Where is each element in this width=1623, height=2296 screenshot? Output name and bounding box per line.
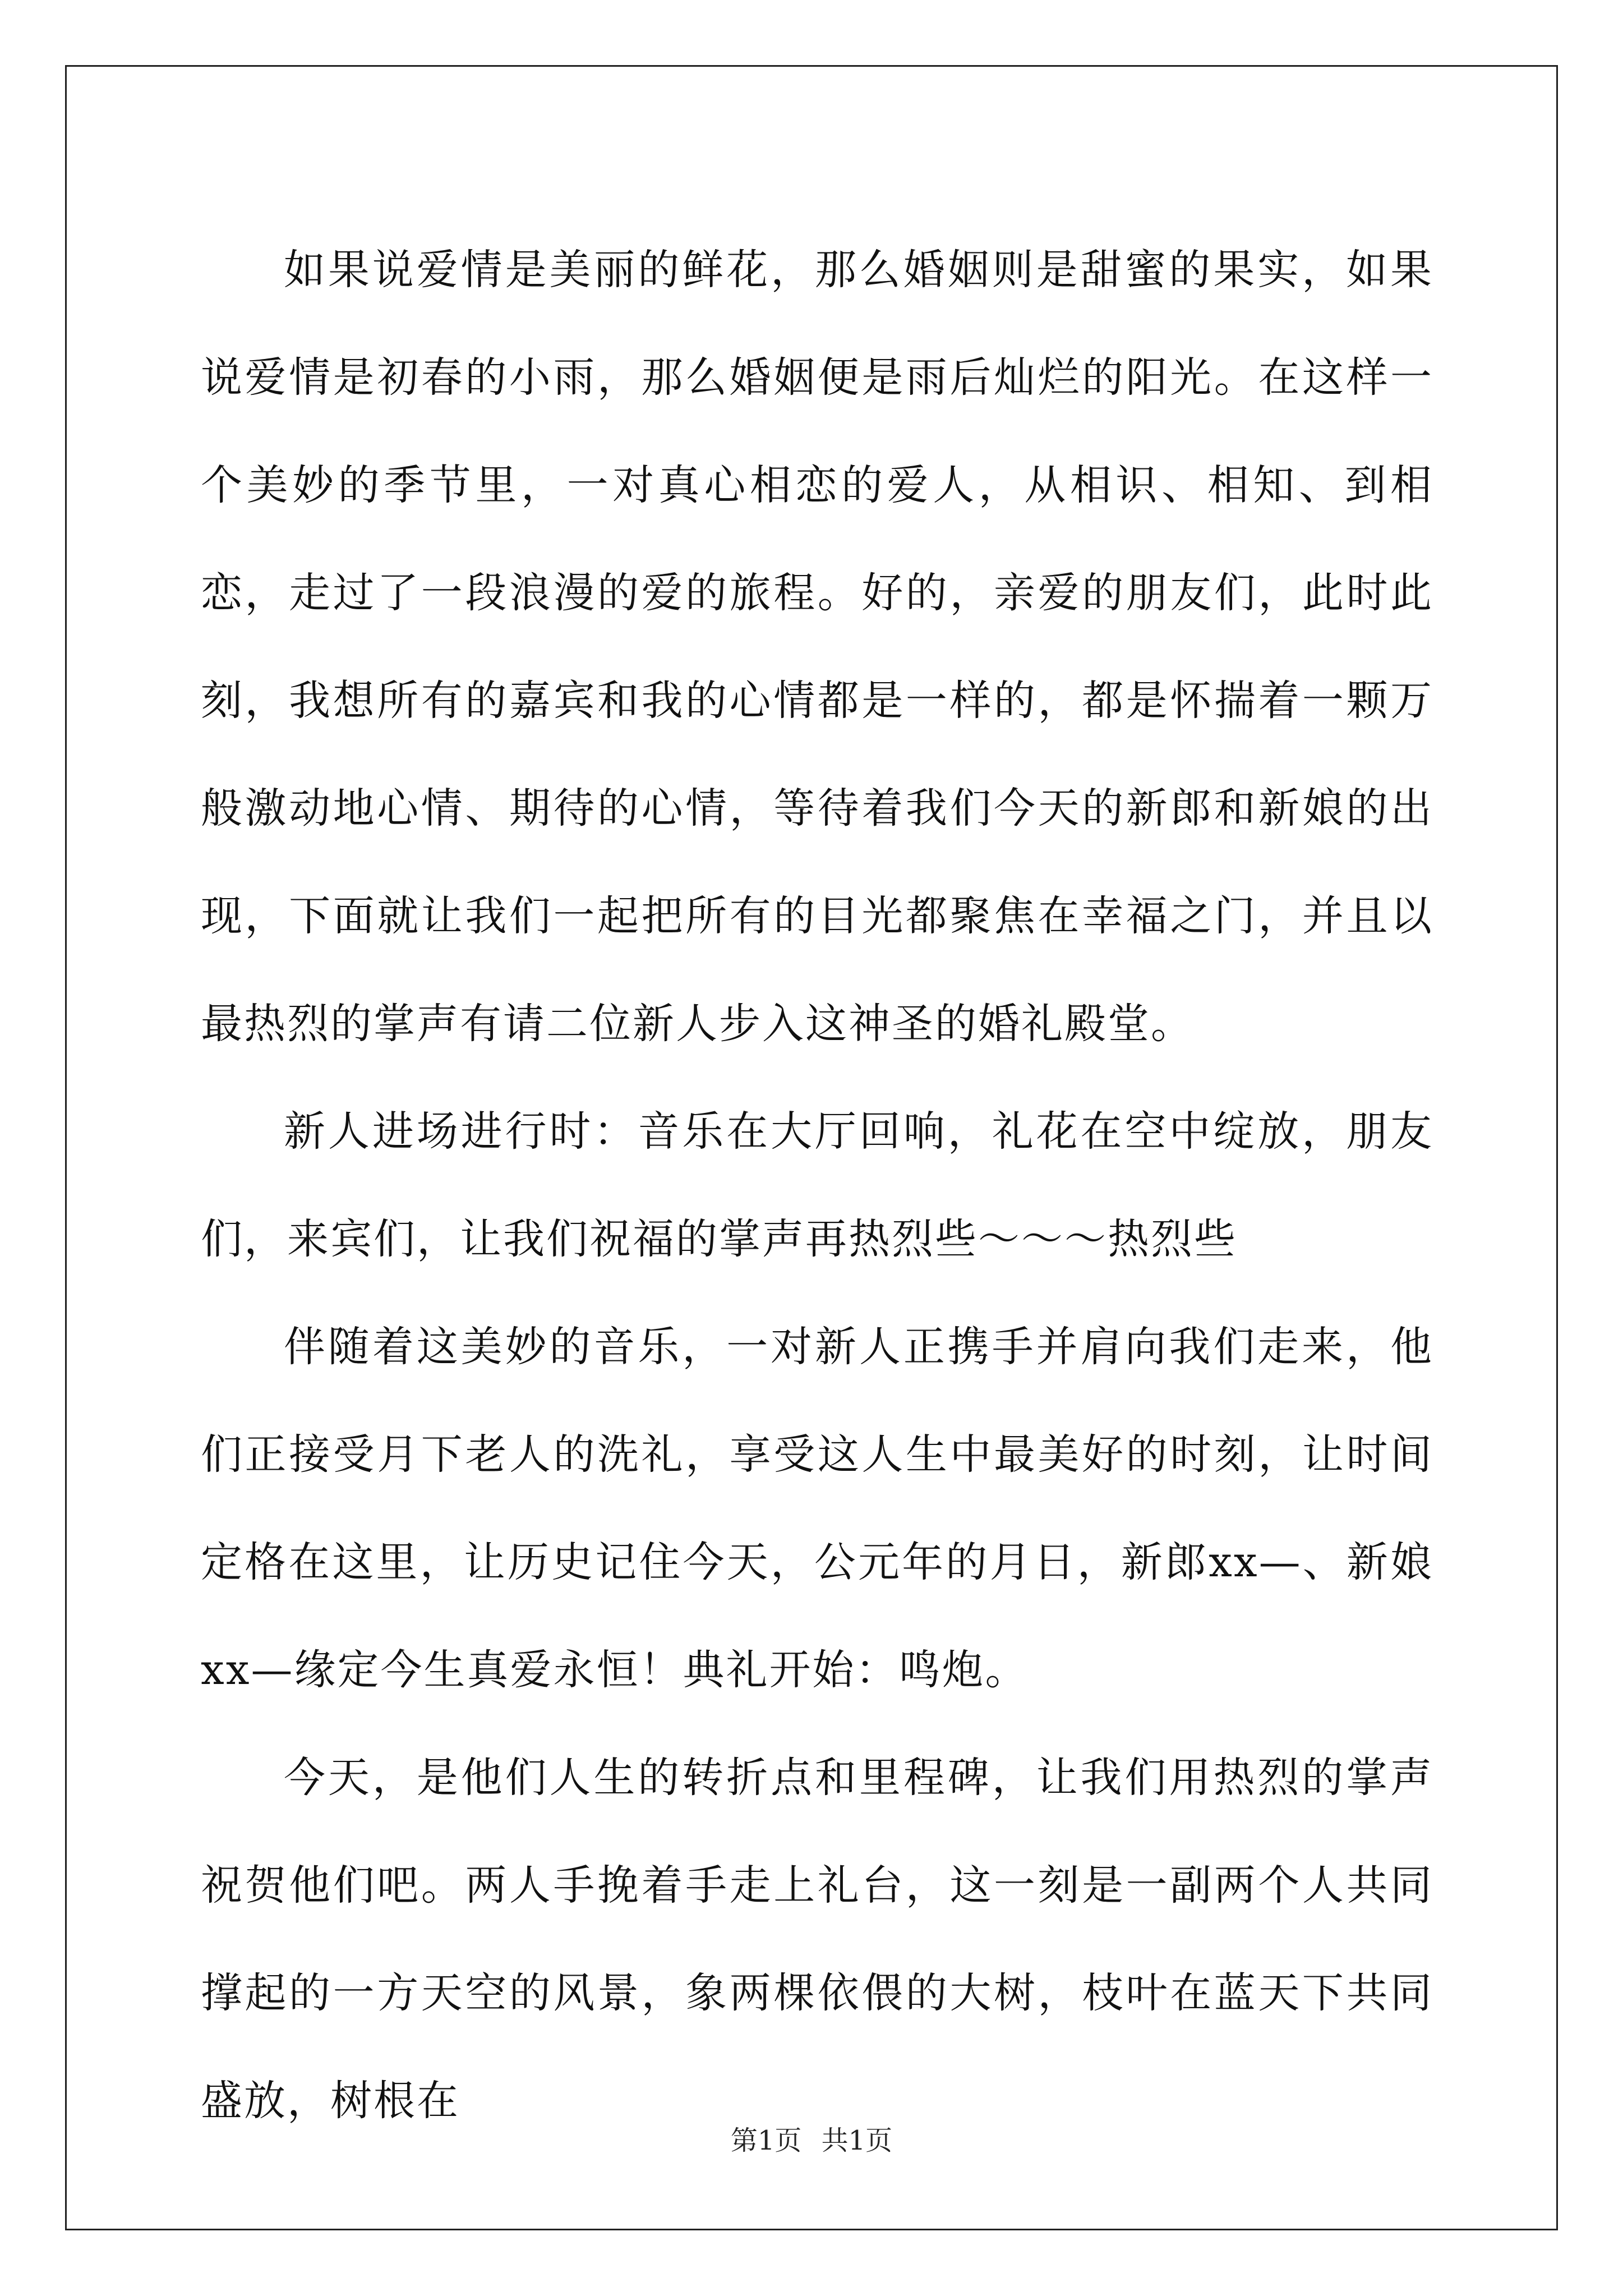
paragraph-4: 今天，是他们人生的转折点和里程碑，让我们用热烈的掌声祝贺他们吧。两人手挽着手走上礼台，这一刻是一副两个人共同撑起的一方天空的风景，象两棵依偎的大树，枝叶在蓝天下共同盛放，树根在 — [201, 1754, 1433, 2125]
page-footer — [0, 2124, 1623, 2157]
page-number-total: 共1页 — [821, 2125, 893, 2156]
paragraph-2: 新人进场进行时：音乐在大厅回响，礼花在空中绽放，朋友们，来宾们，让我们祝福的掌声再热烈些～～～热烈些 — [201, 1107, 1433, 1263]
document-body — [201, 216, 1433, 2155]
page-number-current: 第1页 — [730, 2125, 802, 2156]
paragraph-3: 伴随着这美妙的音乐，一对新人正携手并肩向我们走来，他们正接受月下老人的洗礼，享受这人生中最美好的时刻，让时间定格在这里，让历史记住今天，公元年的月日，新郎xx—、新娘xx—缘定今生真爱永恒！典礼开始：鸣炮。 — [201, 1323, 1433, 1694]
paragraph-1: 如果说爱情是美丽的鲜花，那么婚姻则是甜蜜的果实，如果说爱情是初春的小雨，那么婚姻便是雨后灿烂的阳光。在这样一个美妙的季节里，一对真心相恋的爱人，从相识、相知、到相恋，走过了一段浪漫的爱的旅程。好的，亲爱的朋友们，此时此刻，我想所有的嘉宾和我的心情都是一样的，都是怀揣着一颗万般激动地心情、期待的心情，等待着我们今天的新郎和新娘的出现，下面就让我们一起把所有的目光都聚焦在幸福之门，并且以最热烈的掌声有请二位新人步入这神圣的婚礼殿堂。 — [201, 246, 1433, 1048]
